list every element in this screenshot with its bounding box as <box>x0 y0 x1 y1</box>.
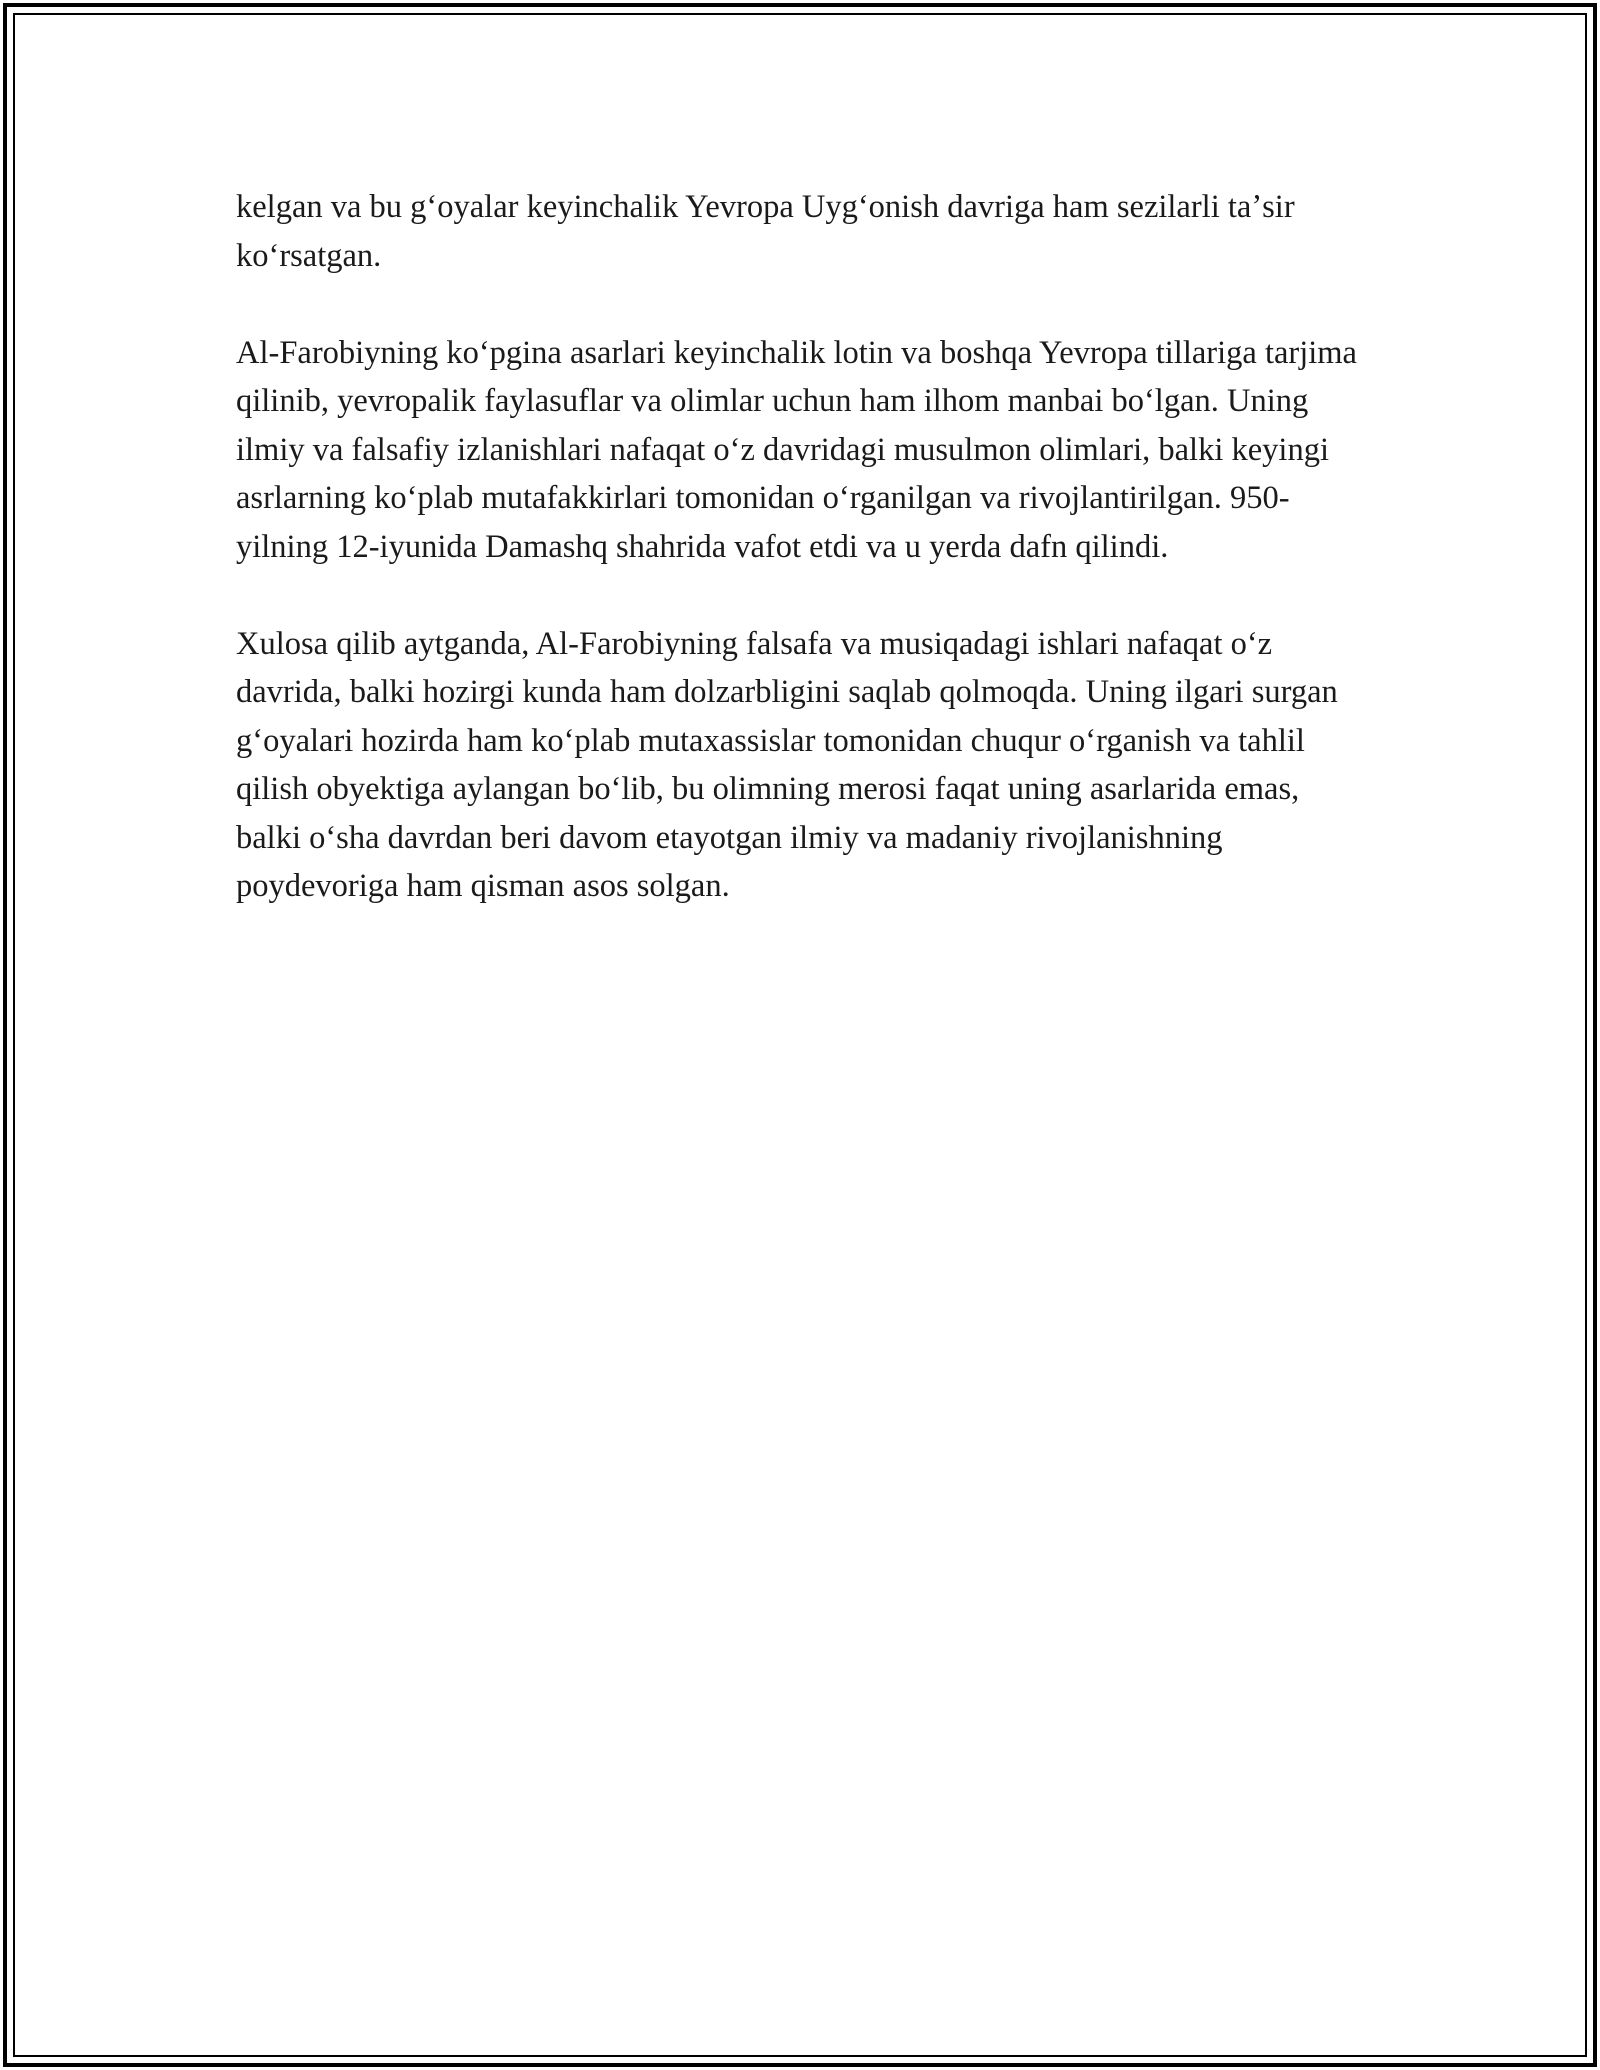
paragraph-translations-legacy: Al-Farobiyning koʻpgina asarlari keyinchalik lotin va boshqa Yevropa tillariga tarjima qilinib, yevropalik faylasuflar va olimlar uchun ham ilhom manbai boʻlgan. Uning ilmiy va falsafiy izlanishlari nafaqat oʻz davridagi musulmon olimlari, balki keyingi asrlarning koʻplab mutafakkirlari tomonidan oʻrganilgan va rivojlantirilgan. 950-yilning 12-iyunida Damashq shahrida vafot etdi va u yerda dafn qilindi. <box>236 334 1357 565</box>
document-body <box>236 183 1366 911</box>
paragraph-continuation: kelgan va bu gʻoyalar keyinchalik Yevropa Uygʻonish davriga ham sezilarli taʼsir koʻrsatgan. <box>236 189 1295 274</box>
paragraph-conclusion: Xulosa qilib aytganda, Al-Farobiyning falsafa va musiqadagi ishlari nafaqat oʻz davrida, balki hozirgi kunda ham dolzarbligini saqlab qolmoqda. Uning ilgari surgan gʻoyalari hozirda ham koʻplab mutaxassislar tomonidan chuqur oʻrganish va tahlil qilish obyektiga aylangan boʻlib, bu olimning merosi faqat uning asarlarida emas, balki oʻsha davrdan beri davom etayotgan ilmiy va madaniy rivojlanishning poydevoriga ham qisman asos solgan. <box>236 625 1338 904</box>
